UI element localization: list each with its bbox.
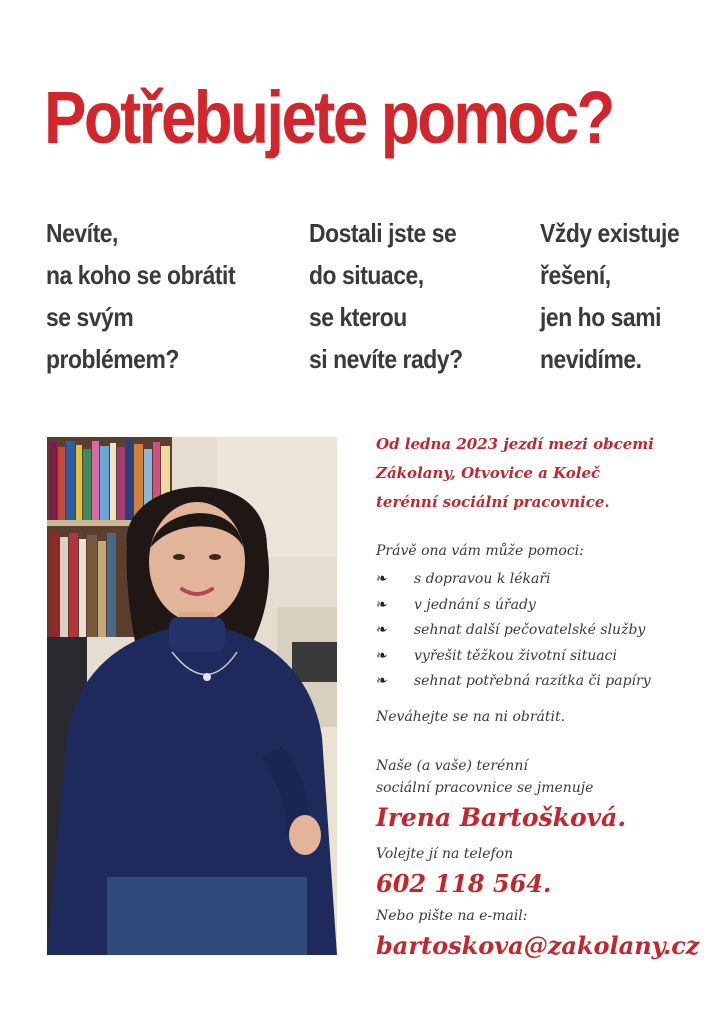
intro-line: Zákolany, Otvovice a Koleč	[376, 464, 601, 482]
worker-intro-line: sociální pracovnice se jmenuje	[376, 780, 594, 796]
list-item-label: sehnat potřebná razítka či papíry	[414, 673, 651, 689]
column-line: se kterou	[309, 302, 407, 332]
intro-line: terénní sociální pracovnice.	[376, 493, 610, 511]
social-worker-photo	[47, 437, 337, 955]
list-item-label: sehnat další pečovatelské služby	[414, 622, 646, 638]
list-item-label: v jednání s úřady	[414, 596, 536, 613]
column-line: se svým	[46, 302, 134, 332]
worker-intro-line: Naše (a vaše) terénní	[376, 758, 528, 774]
email-label: Nebo pište na e-mail:	[376, 908, 528, 924]
info-panel	[376, 430, 706, 960]
intro-text	[376, 430, 706, 517]
column-line: Vždy existuje	[540, 218, 680, 248]
question-column-2	[309, 212, 463, 380]
worker-intro	[376, 755, 593, 799]
list-item	[376, 618, 651, 644]
phone-number[interactable]: 602 118 564.	[376, 869, 552, 898]
column-line: do situace,	[309, 260, 424, 290]
answer-column	[540, 212, 679, 380]
question-column-1	[46, 212, 235, 380]
column-line: Nevíte,	[46, 218, 118, 248]
list-item	[376, 593, 651, 619]
list-item	[376, 669, 651, 695]
fleuron-icon: ❧	[376, 622, 388, 638]
help-lead: Právě ona vám může pomoci:	[376, 543, 584, 559]
hesitate-text: Neváhejte se na ni obrátit.	[376, 709, 566, 725]
fleuron-icon: ❧	[376, 647, 388, 664]
help-list	[376, 567, 651, 695]
column-line: řešení,	[540, 260, 611, 290]
column-line: nevidíme.	[540, 344, 642, 374]
list-item-label: s dopravou k lékaři	[414, 571, 551, 587]
worker-name: Irena Bartošková.	[376, 803, 627, 832]
column-line: jen ho sami	[540, 302, 662, 332]
column-line: problémem?	[46, 344, 179, 374]
fleuron-icon: ❧	[376, 571, 388, 587]
fleuron-icon: ❧	[376, 596, 388, 613]
email-address[interactable]: bartoskova@zakolany.cz	[376, 931, 700, 960]
fleuron-icon: ❧	[376, 673, 388, 689]
column-line: na koho se obrátit	[46, 260, 236, 290]
list-item	[376, 567, 651, 593]
headline: Potřebujete pomoc?	[44, 76, 613, 159]
list-item	[376, 644, 651, 670]
call-label: Volejte jí na telefon	[376, 846, 514, 862]
column-line: Dostali jste se	[309, 218, 457, 248]
list-item-label: vyřešit těžkou životní situaci	[414, 647, 617, 664]
intro-line: Od ledna 2023 jezdí mezi obcemi	[376, 435, 654, 453]
column-line: si nevíte rady?	[309, 344, 463, 374]
